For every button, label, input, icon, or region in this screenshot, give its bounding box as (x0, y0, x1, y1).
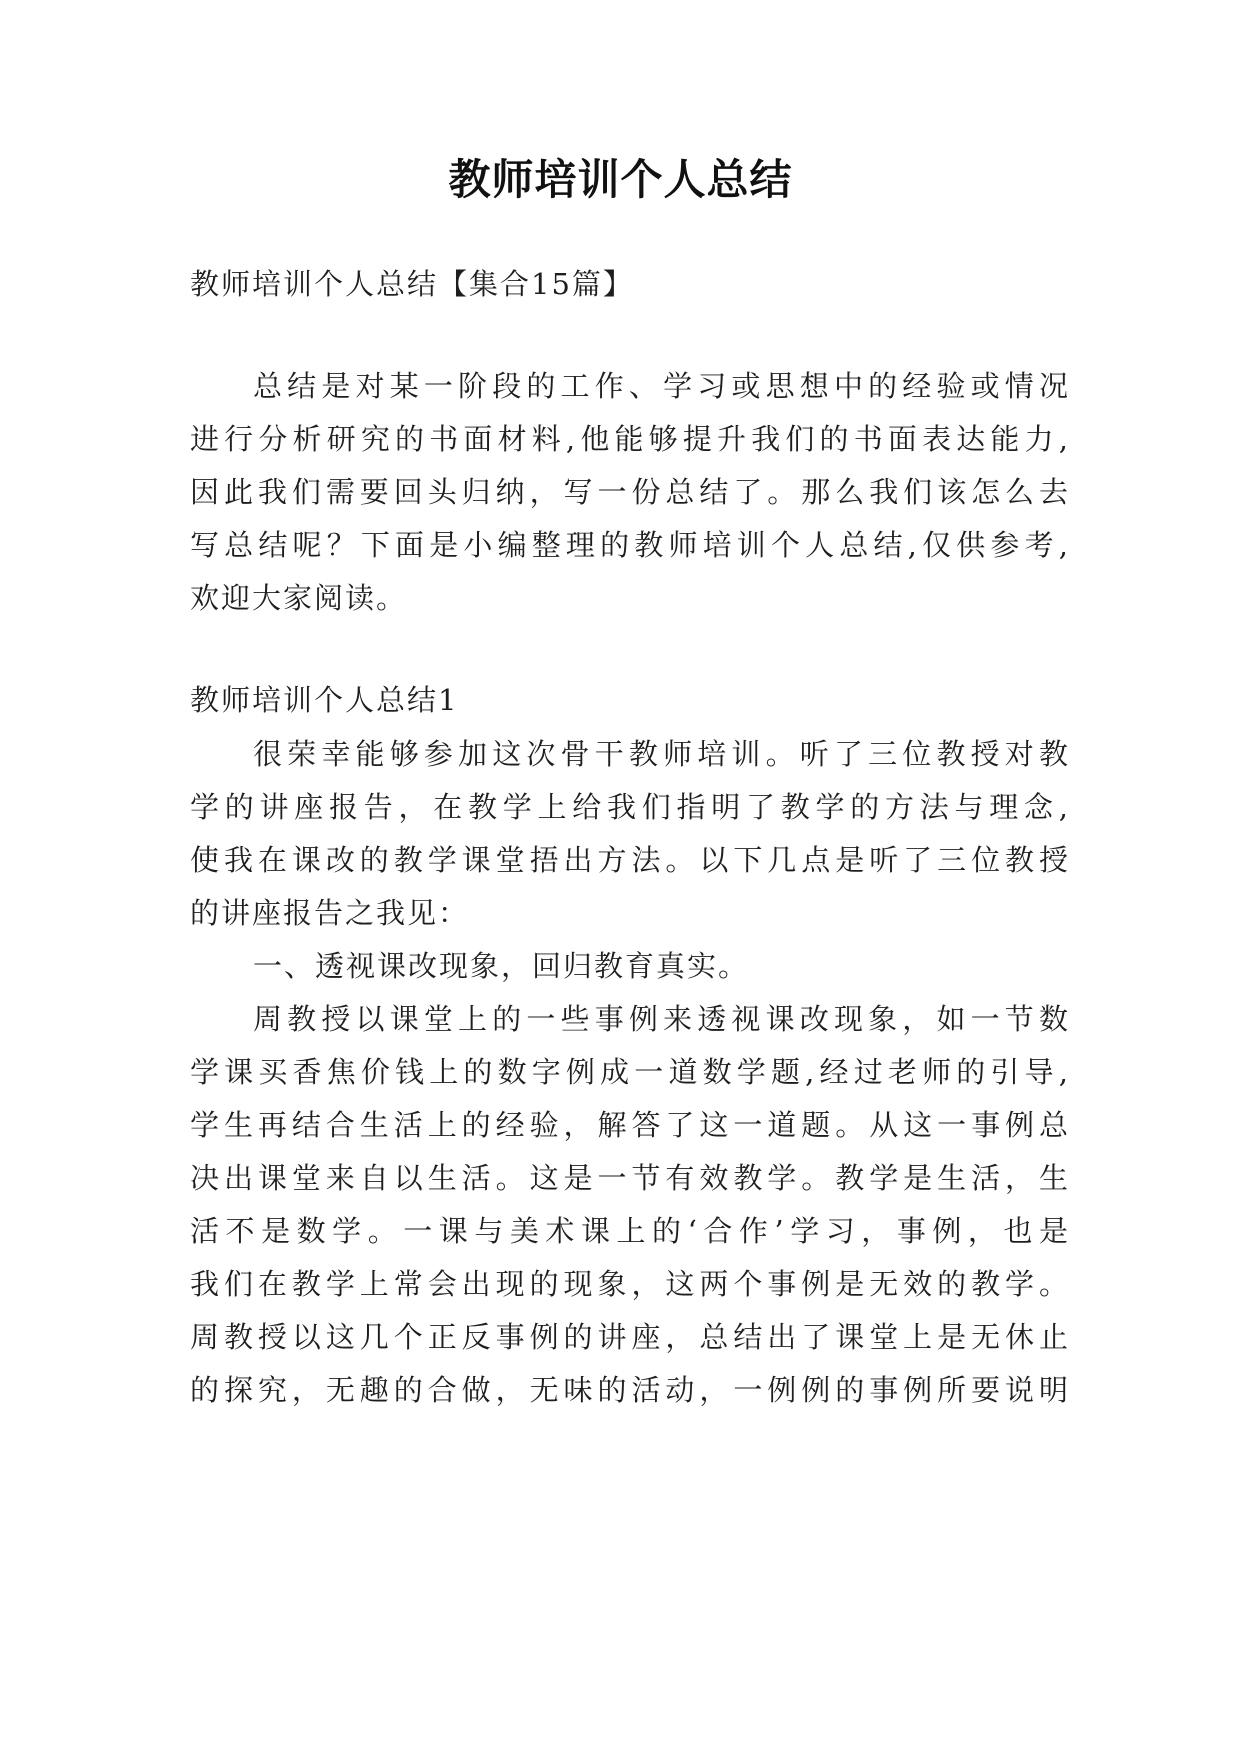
paragraph-line: 周教授以这几个正反事例的讲座，总结出了课堂上是无休止 (190, 1320, 1070, 1354)
intro-line: 进行分析研究的书面材料,他能够提升我们的书面表达能力, (190, 422, 1070, 456)
section-heading: 教师培训个人总结1 (190, 683, 459, 717)
point-heading: 一、透视课改现象，回归教育真实。 (253, 949, 750, 983)
intro-line: 总结是对某一阶段的工作、学习或思想中的经验或情况 (253, 369, 1070, 403)
paragraph-line: 使我在课改的教学课堂捂出方法。以下几点是听了三位教授 (190, 843, 1070, 877)
paragraph-line: 周教授以课堂上的一些事例来透视课改现象，如一节数 (253, 1002, 1070, 1036)
paragraph-line: 的探究，无趣的合做，无味的活动，一例例的事例所要说明 (190, 1373, 1070, 1407)
document-title: 教师培训个人总结 (448, 155, 793, 204)
intro-line: 欢迎大家阅读。 (190, 581, 408, 615)
paragraph-line: 决出课堂来自以生活。这是一节有效教学。教学是生活，生 (190, 1161, 1070, 1195)
intro-line: 因此我们需要回头归纳，写一份总结了。那么我们该怎么去 (190, 475, 1070, 509)
intro-line: 写总结呢？下面是小编整理的教师培训个人总结,仅供参考, (190, 528, 1070, 562)
paragraph-line: 活不是数学。一课与美术课上的‘合作’学习，事例，也是 (190, 1214, 1070, 1248)
paragraph-line: 学课买香焦价钱上的数字例成一道数学题,经过老师的引导, (190, 1055, 1070, 1089)
paragraph-line: 学的讲座报告，在教学上给我们指明了教学的方法与理念, (190, 790, 1070, 824)
paragraph-line: 我们在教学上常会出现的现象，这两个事例是无效的教学。 (190, 1267, 1070, 1301)
paragraph-line: 学生再结合生活上的经验，解答了这一道题。从这一事例总 (190, 1108, 1070, 1142)
document-subtitle: 教师培训个人总结【集合15篇】 (190, 267, 634, 301)
paragraph-line: 的讲座报告之我见： (190, 896, 470, 930)
paragraph-line: 很荣幸能够参加这次骨干教师培训。听了三位教授对教 (253, 737, 1070, 771)
